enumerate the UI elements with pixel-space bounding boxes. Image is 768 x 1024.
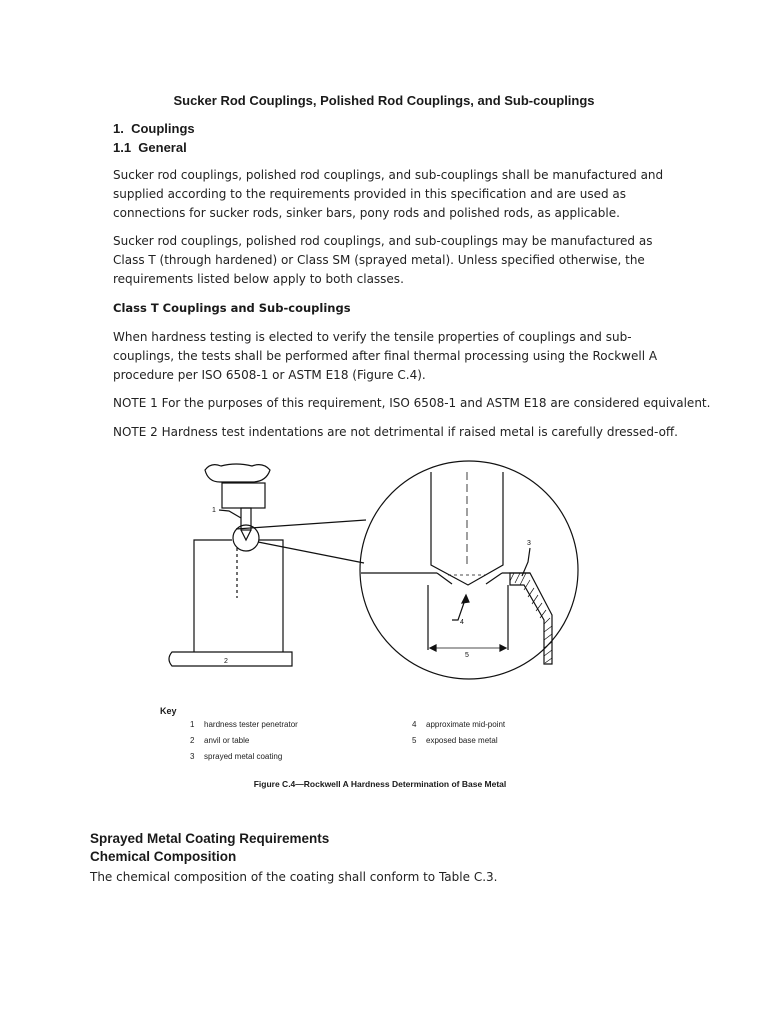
note-1: NOTE 1 For the purposes of this requirement, ISO 6508-1 and ASTM E18 are considered equivalent. [113, 396, 711, 410]
subheading-class-t: Class T Couplings and Sub-couplings [113, 301, 351, 315]
leader-3 [522, 548, 530, 576]
tester-handwheel [205, 464, 270, 482]
penetrator-shaft [241, 508, 251, 530]
callout-3: 3 [527, 540, 531, 547]
key-item-3: 3 sprayed metal coating [190, 752, 283, 761]
paragraph-chemical-composition: The chemical composition of the coating shall conform to Table C.3. [90, 870, 498, 884]
key-item-4: 4 approximate mid-point [412, 720, 506, 729]
penetrator-tip [241, 530, 251, 540]
callout-5: 5 [465, 652, 469, 659]
note-2: NOTE 2 Hardness test indentations are not detrimental if raised metal is carefully dressed-off. [113, 425, 678, 439]
detail-circle-large [360, 461, 578, 679]
figure-caption: Figure C.4—Rockwell A Hardness Determination of Base Metal [253, 779, 507, 789]
section-heading-sprayed-coating: Sprayed Metal Coating Requirements [90, 831, 330, 846]
paragraph-general-2: Sucker rod couplings, polished rod couplings, and sub-couplings may be manufactured as Class T (through hardened) or Class SM (sprayed metal). Unless specified otherwise, the requirements listed below apply to both classes. [113, 234, 653, 286]
key-item-2: 2 anvil or table [190, 736, 250, 745]
callout-2: 2 [224, 658, 228, 665]
section-heading-chemical-composition: Chemical Composition [90, 849, 237, 864]
paragraph-general-1: Sucker rod couplings, polished rod couplings, and sub-couplings shall be manufactured and supplied according to the requirements provided in this specification and are used as connections for sucker rods, sinker bars, pony rods and polished rods, as applicable. [113, 168, 664, 220]
anvil [169, 652, 292, 666]
tester-holder [222, 483, 265, 508]
key-item-5: 5 exposed base metal [412, 736, 498, 745]
figure-key-title: Key [160, 706, 177, 716]
section-heading-couplings: 1. Couplings [113, 121, 195, 136]
key-item-1: 1 hardness tester penetrator [190, 720, 298, 729]
callout-4: 4 [460, 619, 464, 626]
leader-1 [219, 510, 241, 518]
section-heading-general: 1.1 General [113, 140, 187, 155]
sprayed-coating [510, 573, 552, 664]
paragraph-hardness-testing: When hardness testing is elected to verify the tensile properties of couplings and sub-couplings, the tests shall be performed after final thermal processing using the Rockwell A procedure per ISO 6508-1 or ASTM E18 (Figure C.4). [113, 330, 658, 382]
document-title: Sucker Rod Couplings, Polished Rod Couplings, and Sub-couplings [173, 93, 595, 108]
callout-1: 1 [212, 507, 216, 514]
specimen-block [194, 540, 232, 652]
